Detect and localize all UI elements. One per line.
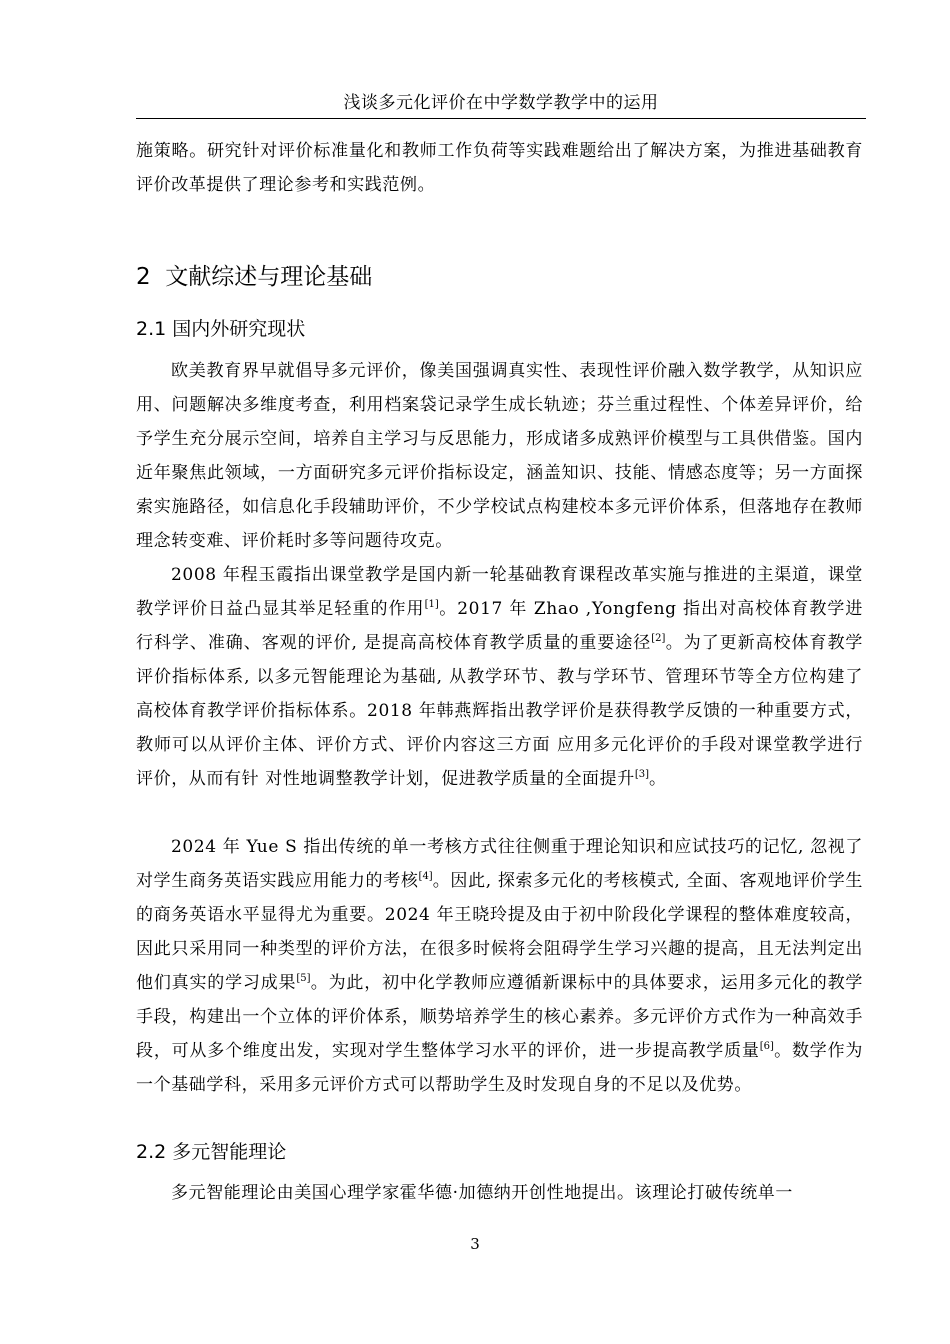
section-number: 2: [136, 264, 151, 290]
text-run: 2008 年程玉霞指出课堂教学是国内新一轮基础教育课程改革实施与推进的主渠道，课堂教学评价日益凸显其举足轻重的作用: [136, 565, 863, 619]
citation-ref: [5]: [296, 973, 311, 984]
text-run: 。: [648, 769, 667, 789]
text-run: 。2017 年 Zhao ,Yongfeng 指出对高校体育教学进行科学、准确、客观的评价, 是提高高校体育教学质量的重要途径: [136, 599, 863, 653]
subsection-title: 国内外研究现状: [172, 318, 306, 340]
paragraph-domestic-studies: [136, 558, 863, 796]
paragraph-research-status: 欧美教育界早就倡导多元评价，像美国强调真实性、表现性评价融入数学教学，从知识应用、问题解决多维度考查，利用档案袋记录学生成长轨迹；芬兰重过程性、个体差异评价，给予学生充分展示空间，培养自主学习与反思能力，形成诸多成熟评价模型与工具供借鉴。国内近年聚焦此领域，一方面研究多元评价指标设定，涵盖知识、技能、情感态度等；另一方面探索实施路径，如信息化手段辅助评价，不少学校试点构建校本多元评价体系，但落地存在教师理念转变难、评价耗时多等问题待攻克。: [136, 361, 863, 551]
text-run: 。为此，初中化学教师应遵循新课标中的具体要求，运用多元化的教学手段，构建出一个立体的评价体系，顺势培养学生的核心素养。多元评价方式作为一种高效手段，可从多个维度出发，实现对学生整体学习水平的评价，进一步提高教学质量: [136, 973, 863, 1061]
text-run: 2024 年 Yue S 指出传统的单一考核方式往往侧重于理论知识和应试技巧的记忆, 忽视了对学生商务英语实践应用能力的考核: [136, 837, 863, 891]
page-number: 3: [470, 1235, 480, 1253]
intro-paragraph: 施策略。研究针对评价标准量化和教师工作负荷等实践难题给出了解决方案，为推进基础教育评价改革提供了理论参考和实践范例。: [136, 141, 863, 195]
running-header-title: 浅谈多元化评价在中学数学教学中的运用: [343, 93, 659, 113]
citation-ref: [1]: [424, 599, 439, 610]
running-header: [136, 92, 866, 119]
subsection-number: 2.1: [136, 318, 167, 340]
section-heading-2-2: [136, 1137, 286, 1167]
subsection-number: 2.2: [136, 1141, 167, 1163]
citation-ref: [4]: [418, 871, 433, 882]
citation-ref: [3]: [634, 769, 649, 780]
citation-ref: [6]: [759, 1041, 774, 1052]
section-heading-2: [136, 260, 372, 294]
paragraph-multiple-intelligences: 多元智能理论由美国心理学家霍华德·加德纳开创性地提出。该理论打破传统单一: [171, 1183, 794, 1203]
section-title: 文献综述与理论基础: [165, 264, 373, 290]
citation-ref: [2]: [651, 633, 666, 644]
text-run: 。为了更新高校体育教学评价指标体系, 以多元智能理论为基础, 从教学环节、教与学环节、管理环节等全方位构建了高校体育教学评价指标体系。2018 年韩燕辉指出教学评价是获得教学反馈的一种重要方式，教师可以从评价主体、评价方式、评价内容这三方面 应用多元化评价的手段对课堂教学进行评价，从而有针 对性地调整教学计划，促进教学质量的全面提升: [136, 633, 863, 789]
text-run: 。数学作为一个基础学科，采用多元评价方式可以帮助学生及时发现自身的不足以及优势。: [136, 1041, 864, 1095]
subsection-title: 多元智能理论: [172, 1141, 287, 1163]
section-heading-2-1: [136, 314, 305, 344]
paragraph-recent-studies: [136, 830, 863, 1102]
text-run: 。因此, 探索多元化的考核模式, 全面、客观地评价学生的商务英语水平显得尤为重要。2024 年王晓玲提及由于初中阶段化学课程的整体难度较高，因此只采用同一种类型的评价方法，在很多时候将会阻碍学生学习兴趣的提高，且无法判定出他们真实的学习成果: [136, 871, 863, 993]
